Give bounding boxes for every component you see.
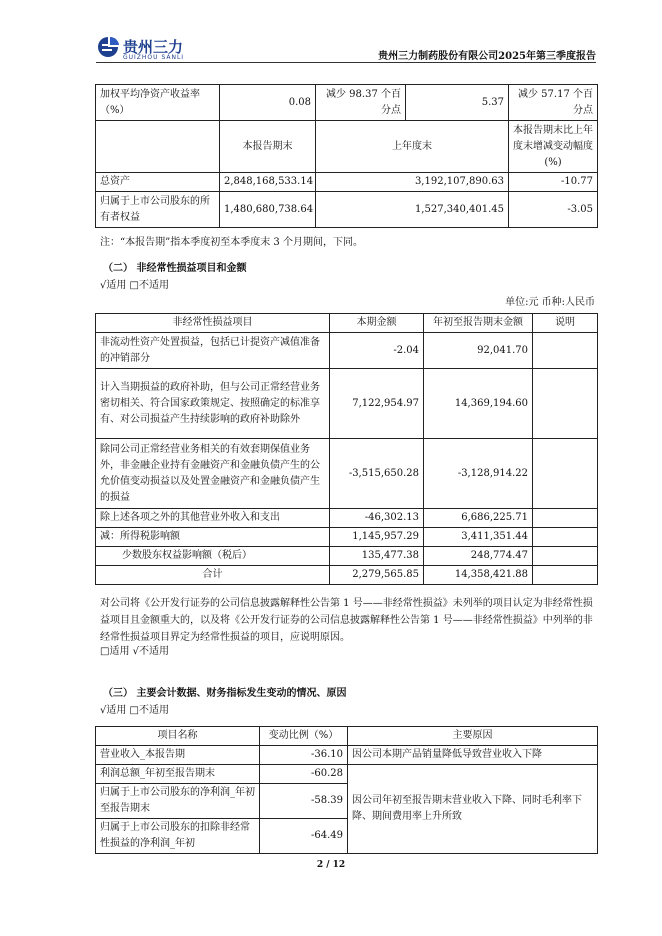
row-note (533, 333, 598, 369)
row-item: 利润总额_年初至报告期末 (96, 765, 260, 784)
col-item: 非经常性损益项目 (96, 314, 330, 333)
brand-name-cn: 贵州三力 (123, 38, 184, 56)
section-3-applicable: √适用 □不适用 (100, 705, 169, 716)
row-item: 除上述各项之外的其他营业外收入和支出 (96, 509, 330, 528)
col-item: 项目名称 (96, 727, 260, 746)
row-ratio: -60.28 (260, 765, 348, 784)
non-recurring-table (95, 313, 598, 585)
table-row (96, 173, 598, 192)
page-number: 2 / 12 (316, 860, 346, 870)
table-row (96, 528, 598, 547)
non-recurring-explanation: 对公司将《公开发行证券的公司信息披露解释性公告第 1 号——非经常性损益》未列举的项目认定为非经常性损益项目且金额重大的，以及将《公开发行证券的公司信息披露解释性公告第 1 号——非经常性损益》中列举的非经常性损益项目界定为经常性损益的项目，应说明原因。 (100, 598, 593, 643)
row-current: 2,848,168,533.14 (220, 173, 316, 192)
row-note (533, 528, 598, 547)
row-item: 减：所得税影响额 (96, 528, 330, 547)
row-ratio: -64.49 (260, 819, 348, 854)
row-current: 1,145,957.29 (330, 528, 424, 547)
col-period-end: 本报告期末 (220, 121, 316, 173)
row-current: 2,279,565.85 (330, 566, 424, 585)
row-note (533, 369, 598, 439)
row-item: 少数股东权益影响额（税后） (96, 547, 330, 566)
row-current: 135,477.38 (330, 547, 424, 566)
row-current: -2.04 (330, 333, 424, 369)
section-2-applicable: √适用 □不适用 (100, 280, 169, 291)
table-row (96, 439, 598, 509)
section-2-applicable-2: □适用 √不适用 (100, 646, 169, 657)
row-note (533, 439, 598, 509)
row-ytd: 92,041.70 (424, 333, 533, 369)
row-ytd: -3,128,914.22 (424, 439, 533, 509)
metric-current-change: 减少 98.37 个百分点 (316, 85, 406, 121)
table-header-row (96, 727, 598, 746)
row-ytd: 14,369,194.60 (424, 369, 533, 439)
merged-reason: 因公司年初至报告期末营业收入下降、同时毛利率下降、期间费用率上升所致 (348, 765, 598, 854)
row-note (533, 547, 598, 566)
table-row (96, 509, 598, 528)
col-change-pct: 本报告期末比上年度末增减变动幅度(%) (509, 121, 598, 173)
row-ytd: 14,358,421.88 (424, 566, 533, 585)
row-current: -3,515,650.28 (330, 439, 424, 509)
row-label: 归属于上市公司股东的所有者权益 (96, 192, 220, 228)
row-label: 总资产 (96, 173, 220, 192)
row-item: 除同公司正常经营业务相关的有效套期保值业务外，非金融企业持有金融资产和金融负债产生的公允价值变动损益以及处置金融资产和金融负债产生的损益 (96, 439, 330, 509)
section-2-title: （二） 非经常性损益项目和金额 (103, 263, 247, 274)
table-row (96, 765, 598, 784)
table-total-row (96, 566, 598, 585)
table-row (96, 369, 598, 439)
row-prior: 3,192,107,890.63 (316, 173, 509, 192)
company-logo-icon (96, 36, 120, 58)
row-ytd: 3,411,351.44 (424, 528, 533, 547)
metric-ytd-change: 减少 57.17 个百分点 (509, 85, 598, 121)
row-note (533, 509, 598, 528)
unit-currency-label: 单位:元 币种:人民币 (505, 297, 595, 308)
row-ytd: 6,686,225.71 (424, 509, 533, 528)
note-period: 注：“本报告期”指本季度初至本季度末 3 个月期间，下同。 (100, 237, 363, 248)
col-prior-year-end: 上年度末 (316, 121, 509, 173)
row-current: 7,122,954.97 (330, 369, 424, 439)
row-ratio: -36.10 (260, 746, 348, 765)
row-current: -46,302.13 (330, 509, 424, 528)
empty-cell (96, 121, 220, 173)
row-change: -10.77 (509, 173, 598, 192)
row-item: 非流动性资产处置损益，包括已计提资产减值准备的冲销部分 (96, 333, 330, 369)
table-row (96, 746, 598, 765)
col-ratio: 变动比例（%） (260, 727, 348, 746)
table-row (96, 192, 598, 228)
row-item: 归属于上市公司股东的扣除非经常性损益的净利润_年初 (96, 819, 260, 854)
row-note (533, 566, 598, 585)
section-3-title: （三） 主要会计数据、财务指标发生变动的情况、原因 (103, 688, 347, 699)
col-note: 说明 (533, 314, 598, 333)
row-change: -3.05 (509, 192, 598, 228)
metric-ytd: 5.37 (406, 85, 509, 121)
row-current: 1,480,680,738.64 (220, 192, 316, 228)
col-reason: 主要原因 (348, 727, 598, 746)
metric-label: 加权平均净资产收益率（%） (96, 85, 220, 121)
report-title: 贵州三力制药股份有限公司2025年第三季度报告 (378, 51, 596, 62)
row-ratio: -58.39 (260, 784, 348, 819)
table-header-row (96, 121, 598, 173)
table-row (96, 547, 598, 566)
row-item: 营业收入_本报告期 (96, 746, 260, 765)
table-header-row (96, 314, 598, 333)
col-ytd: 年初至报告期末金额 (424, 314, 533, 333)
table-row (96, 85, 598, 121)
change-reasons-table (95, 726, 598, 854)
row-item: 归属于上市公司股东的净利润_年初至报告期末 (96, 784, 260, 819)
row-item: 合计 (96, 566, 330, 585)
row-reason: 因公司本期产品销量降低导致营业收入下降 (348, 746, 598, 765)
row-item: 计入当期损益的政府补助，但与公司正常经营业务密切相关、符合国家政策规定、按照确定的标准享有、对公司损益产生持续影响的政府补助除外 (96, 369, 330, 439)
header-divider (96, 62, 596, 63)
brand-name-en: GUIZHOU SANLI (123, 54, 185, 61)
row-prior: 1,527,340,401.45 (316, 192, 509, 228)
metric-current: 0.08 (220, 85, 316, 121)
table-row (96, 333, 598, 369)
col-current: 本期金额 (330, 314, 424, 333)
key-metrics-table (95, 84, 598, 228)
row-ytd: 248,774.47 (424, 547, 533, 566)
